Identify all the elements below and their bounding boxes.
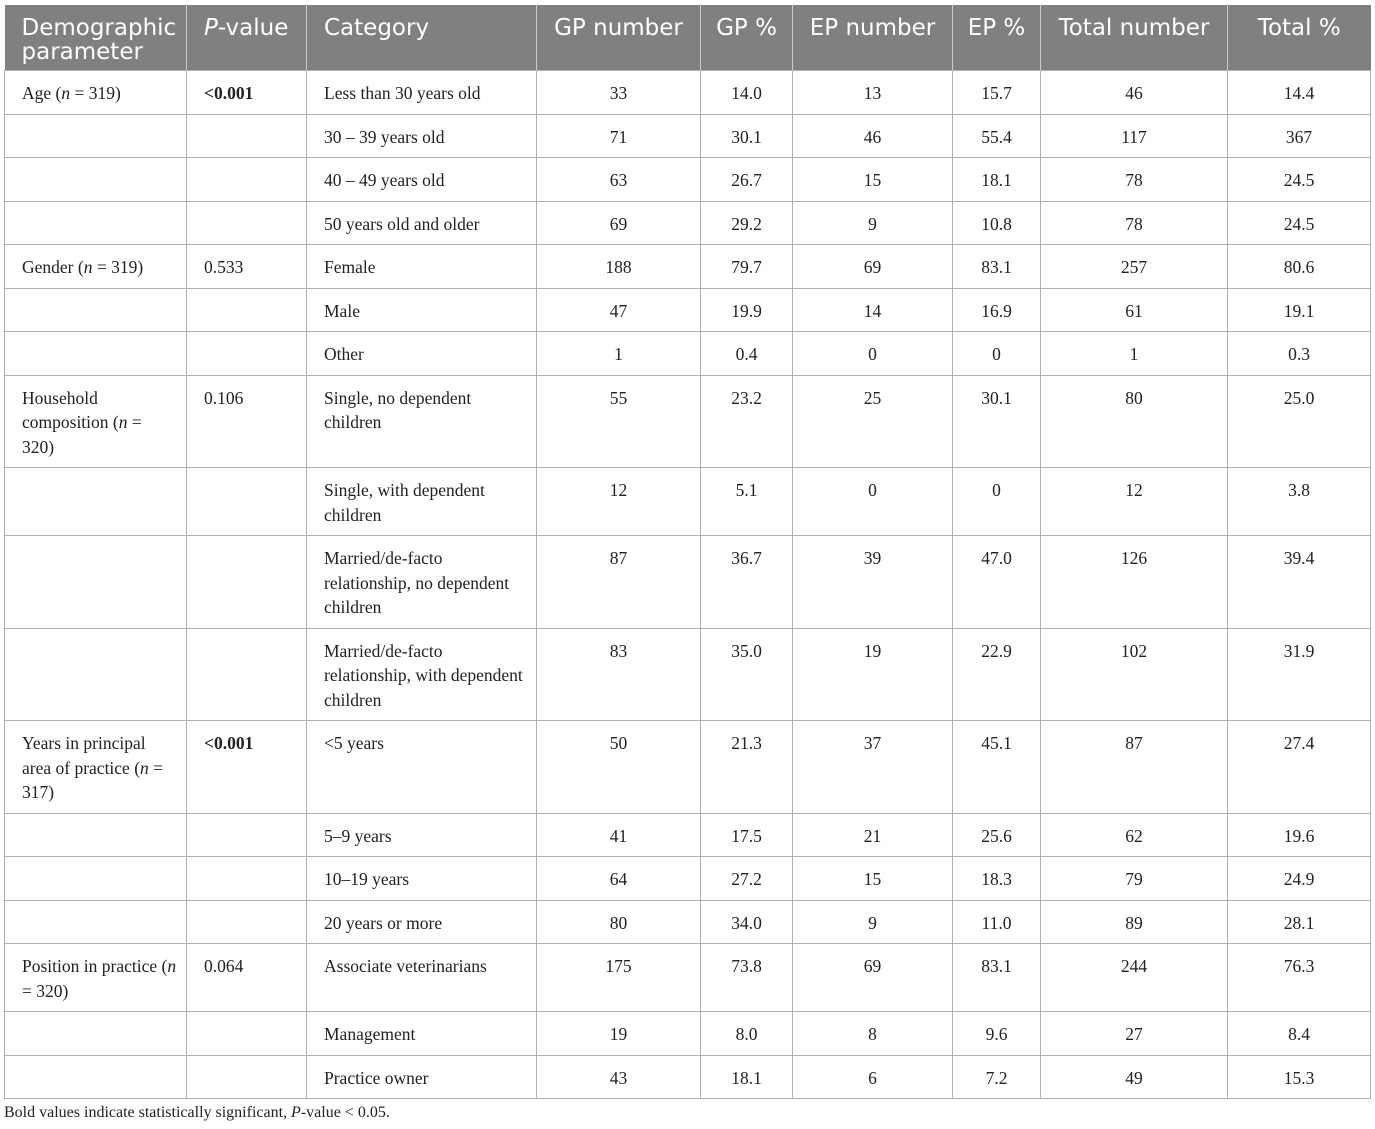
- category-cell: Male: [307, 288, 537, 332]
- gp-percent-cell: 23.2: [701, 375, 793, 468]
- table-footnote: Bold values indicate statistically significant, P-value < 0.05.: [4, 1104, 390, 1121]
- table-row: [5, 536, 1371, 629]
- gp-percent-cell: 0.4: [701, 332, 793, 376]
- gp-percent-cell: 21.3: [701, 721, 793, 814]
- total-percent-cell: 3.8: [1228, 468, 1371, 536]
- empty-cell: [5, 468, 187, 536]
- ep-number-cell: 19: [793, 628, 953, 721]
- table-row: [5, 900, 1371, 944]
- total-number-cell: 78: [1041, 158, 1228, 202]
- gp-number-cell: 55: [537, 375, 701, 468]
- gp-number-cell: 47: [537, 288, 701, 332]
- total-number-cell: 49: [1041, 1055, 1228, 1099]
- empty-cell: [187, 468, 307, 536]
- category-cell: 20 years or more: [307, 900, 537, 944]
- table-row: [5, 288, 1371, 332]
- table-row: [5, 944, 1371, 1012]
- total-number-cell: 89: [1041, 900, 1228, 944]
- table-row: [5, 721, 1371, 814]
- empty-cell: [187, 1012, 307, 1056]
- total-number-cell: 46: [1041, 71, 1228, 115]
- category-cell: Single, no dependent children: [307, 375, 537, 468]
- empty-cell: [5, 857, 187, 901]
- category-cell: 10–19 years: [307, 857, 537, 901]
- ep-number-cell: 37: [793, 721, 953, 814]
- ep-percent-cell: 0: [953, 332, 1041, 376]
- gp-percent-cell: 73.8: [701, 944, 793, 1012]
- gp-number-cell: 63: [537, 158, 701, 202]
- group-label-household: Household composition (n = 320): [5, 375, 187, 468]
- table-row: [5, 1055, 1371, 1099]
- total-number-cell: 27: [1041, 1012, 1228, 1056]
- group-label-gender: Gender (n = 319): [5, 245, 187, 289]
- total-percent-cell: 367: [1228, 114, 1371, 158]
- total-percent-cell: 19.6: [1228, 813, 1371, 857]
- total-percent-cell: 24.9: [1228, 857, 1371, 901]
- ep-number-cell: 14: [793, 288, 953, 332]
- header-row: [5, 5, 1371, 71]
- header-p-value: P-value: [187, 5, 307, 71]
- total-percent-cell: 0.3: [1228, 332, 1371, 376]
- gp-number-cell: 43: [537, 1055, 701, 1099]
- ep-percent-cell: 9.6: [953, 1012, 1041, 1056]
- category-cell: Associate veterinarians: [307, 944, 537, 1012]
- category-cell: Female: [307, 245, 537, 289]
- total-percent-cell: 76.3: [1228, 944, 1371, 1012]
- empty-cell: [187, 114, 307, 158]
- empty-cell: [5, 201, 187, 245]
- table-row: [5, 201, 1371, 245]
- total-percent-cell: 24.5: [1228, 158, 1371, 202]
- table-row: [5, 375, 1371, 468]
- category-cell: 50 years old and older: [307, 201, 537, 245]
- gp-number-cell: 188: [537, 245, 701, 289]
- table-row: [5, 813, 1371, 857]
- ep-number-cell: 6: [793, 1055, 953, 1099]
- header-category: Category: [307, 5, 537, 71]
- gp-number-cell: 19: [537, 1012, 701, 1056]
- total-percent-cell: 25.0: [1228, 375, 1371, 468]
- ep-number-cell: 9: [793, 201, 953, 245]
- gp-percent-cell: 17.5: [701, 813, 793, 857]
- category-cell: Less than 30 years old: [307, 71, 537, 115]
- p-value-gender: 0.533: [187, 245, 307, 289]
- total-number-cell: 102: [1041, 628, 1228, 721]
- total-number-cell: 257: [1041, 245, 1228, 289]
- total-number-cell: 1: [1041, 332, 1228, 376]
- total-percent-cell: 19.1: [1228, 288, 1371, 332]
- p-value-position: 0.064: [187, 944, 307, 1012]
- table-row: [5, 71, 1371, 115]
- header-total-percent: Total %: [1228, 5, 1371, 71]
- total-percent-cell: 15.3: [1228, 1055, 1371, 1099]
- ep-percent-cell: 15.7: [953, 71, 1041, 115]
- gp-percent-cell: 30.1: [701, 114, 793, 158]
- empty-cell: [5, 1012, 187, 1056]
- total-number-cell: 78: [1041, 201, 1228, 245]
- category-cell: 5–9 years: [307, 813, 537, 857]
- ep-percent-cell: 16.9: [953, 288, 1041, 332]
- category-cell: <5 years: [307, 721, 537, 814]
- empty-cell: [187, 288, 307, 332]
- gp-percent-cell: 36.7: [701, 536, 793, 629]
- ep-number-cell: 0: [793, 468, 953, 536]
- gp-number-cell: 64: [537, 857, 701, 901]
- demographics-table: [4, 5, 1371, 1099]
- group-label-position: Position in practice (n = 320): [5, 944, 187, 1012]
- gp-percent-cell: 34.0: [701, 900, 793, 944]
- category-cell: 40 – 49 years old: [307, 158, 537, 202]
- header-demographic-parameter: Demographic parameter: [5, 5, 187, 71]
- p-value-household: 0.106: [187, 375, 307, 468]
- total-number-cell: 61: [1041, 288, 1228, 332]
- total-percent-cell: 31.9: [1228, 628, 1371, 721]
- gp-percent-cell: 29.2: [701, 201, 793, 245]
- table-row: [5, 245, 1371, 289]
- empty-cell: [187, 332, 307, 376]
- ep-percent-cell: 47.0: [953, 536, 1041, 629]
- gp-percent-cell: 19.9: [701, 288, 793, 332]
- total-number-cell: 80: [1041, 375, 1228, 468]
- total-percent-cell: 39.4: [1228, 536, 1371, 629]
- empty-cell: [187, 900, 307, 944]
- empty-cell: [5, 536, 187, 629]
- empty-cell: [187, 1055, 307, 1099]
- gp-number-cell: 1: [537, 332, 701, 376]
- gp-number-cell: 69: [537, 201, 701, 245]
- gp-percent-cell: 35.0: [701, 628, 793, 721]
- total-percent-cell: 14.4: [1228, 71, 1371, 115]
- table-row: [5, 857, 1371, 901]
- ep-number-cell: 15: [793, 158, 953, 202]
- ep-number-cell: 13: [793, 71, 953, 115]
- p-value-age: <0.001: [187, 71, 307, 115]
- gp-number-cell: 71: [537, 114, 701, 158]
- header-ep-percent: EP %: [953, 5, 1041, 71]
- ep-number-cell: 46: [793, 114, 953, 158]
- gp-number-cell: 87: [537, 536, 701, 629]
- empty-cell: [187, 628, 307, 721]
- total-number-cell: 62: [1041, 813, 1228, 857]
- table-row: [5, 1012, 1371, 1056]
- ep-number-cell: 39: [793, 536, 953, 629]
- empty-cell: [5, 813, 187, 857]
- empty-cell: [5, 628, 187, 721]
- header-ep-number: EP number: [793, 5, 953, 71]
- empty-cell: [5, 288, 187, 332]
- gp-percent-cell: 14.0: [701, 71, 793, 115]
- empty-cell: [187, 813, 307, 857]
- ep-percent-cell: 45.1: [953, 721, 1041, 814]
- gp-percent-cell: 8.0: [701, 1012, 793, 1056]
- group-label-age: Age (n = 319): [5, 71, 187, 115]
- ep-percent-cell: 18.3: [953, 857, 1041, 901]
- ep-percent-cell: 18.1: [953, 158, 1041, 202]
- total-percent-cell: 27.4: [1228, 721, 1371, 814]
- ep-number-cell: 0: [793, 332, 953, 376]
- empty-cell: [5, 158, 187, 202]
- gp-number-cell: 50: [537, 721, 701, 814]
- total-percent-cell: 28.1: [1228, 900, 1371, 944]
- ep-percent-cell: 30.1: [953, 375, 1041, 468]
- category-cell: Married/de-facto relationship, with dependent children: [307, 628, 537, 721]
- ep-percent-cell: 55.4: [953, 114, 1041, 158]
- category-cell: Management: [307, 1012, 537, 1056]
- empty-cell: [5, 900, 187, 944]
- empty-cell: [5, 114, 187, 158]
- ep-percent-cell: 83.1: [953, 245, 1041, 289]
- empty-cell: [187, 158, 307, 202]
- category-cell: Practice owner: [307, 1055, 537, 1099]
- ep-percent-cell: 11.0: [953, 900, 1041, 944]
- ep-number-cell: 25: [793, 375, 953, 468]
- category-cell: Other: [307, 332, 537, 376]
- table-row: [5, 332, 1371, 376]
- ep-percent-cell: 22.9: [953, 628, 1041, 721]
- total-percent-cell: 8.4: [1228, 1012, 1371, 1056]
- gp-number-cell: 41: [537, 813, 701, 857]
- empty-cell: [187, 857, 307, 901]
- group-label-years: Years in principal area of practice (n = 317): [5, 721, 187, 814]
- p-value-years: <0.001: [187, 721, 307, 814]
- category-cell: Married/de-facto relationship, no dependent children: [307, 536, 537, 629]
- ep-percent-cell: 83.1: [953, 944, 1041, 1012]
- gp-percent-cell: 79.7: [701, 245, 793, 289]
- gp-number-cell: 80: [537, 900, 701, 944]
- ep-number-cell: 21: [793, 813, 953, 857]
- demographics-table-container: [4, 5, 1370, 1099]
- table-row: [5, 114, 1371, 158]
- gp-percent-cell: 27.2: [701, 857, 793, 901]
- gp-number-cell: 12: [537, 468, 701, 536]
- total-number-cell: 126: [1041, 536, 1228, 629]
- ep-number-cell: 8: [793, 1012, 953, 1056]
- total-number-cell: 87: [1041, 721, 1228, 814]
- gp-number-cell: 33: [537, 71, 701, 115]
- header-gp-number: GP number: [537, 5, 701, 71]
- header-gp-percent: GP %: [701, 5, 793, 71]
- gp-percent-cell: 5.1: [701, 468, 793, 536]
- total-percent-cell: 24.5: [1228, 201, 1371, 245]
- empty-cell: [187, 536, 307, 629]
- ep-number-cell: 15: [793, 857, 953, 901]
- total-number-cell: 117: [1041, 114, 1228, 158]
- ep-number-cell: 9: [793, 900, 953, 944]
- total-number-cell: 12: [1041, 468, 1228, 536]
- ep-percent-cell: 10.8: [953, 201, 1041, 245]
- category-cell: Single, with dependent children: [307, 468, 537, 536]
- total-percent-cell: 80.6: [1228, 245, 1371, 289]
- table-row: [5, 628, 1371, 721]
- header-total-number: Total number: [1041, 5, 1228, 71]
- gp-number-cell: 83: [537, 628, 701, 721]
- table-row: [5, 468, 1371, 536]
- ep-percent-cell: 0: [953, 468, 1041, 536]
- empty-cell: [5, 1055, 187, 1099]
- gp-number-cell: 175: [537, 944, 701, 1012]
- ep-number-cell: 69: [793, 245, 953, 289]
- gp-percent-cell: 18.1: [701, 1055, 793, 1099]
- table-row: [5, 158, 1371, 202]
- ep-percent-cell: 25.6: [953, 813, 1041, 857]
- empty-cell: [187, 201, 307, 245]
- empty-cell: [5, 332, 187, 376]
- category-cell: 30 – 39 years old: [307, 114, 537, 158]
- ep-number-cell: 69: [793, 944, 953, 1012]
- total-number-cell: 244: [1041, 944, 1228, 1012]
- total-number-cell: 79: [1041, 857, 1228, 901]
- gp-percent-cell: 26.7: [701, 158, 793, 202]
- ep-percent-cell: 7.2: [953, 1055, 1041, 1099]
